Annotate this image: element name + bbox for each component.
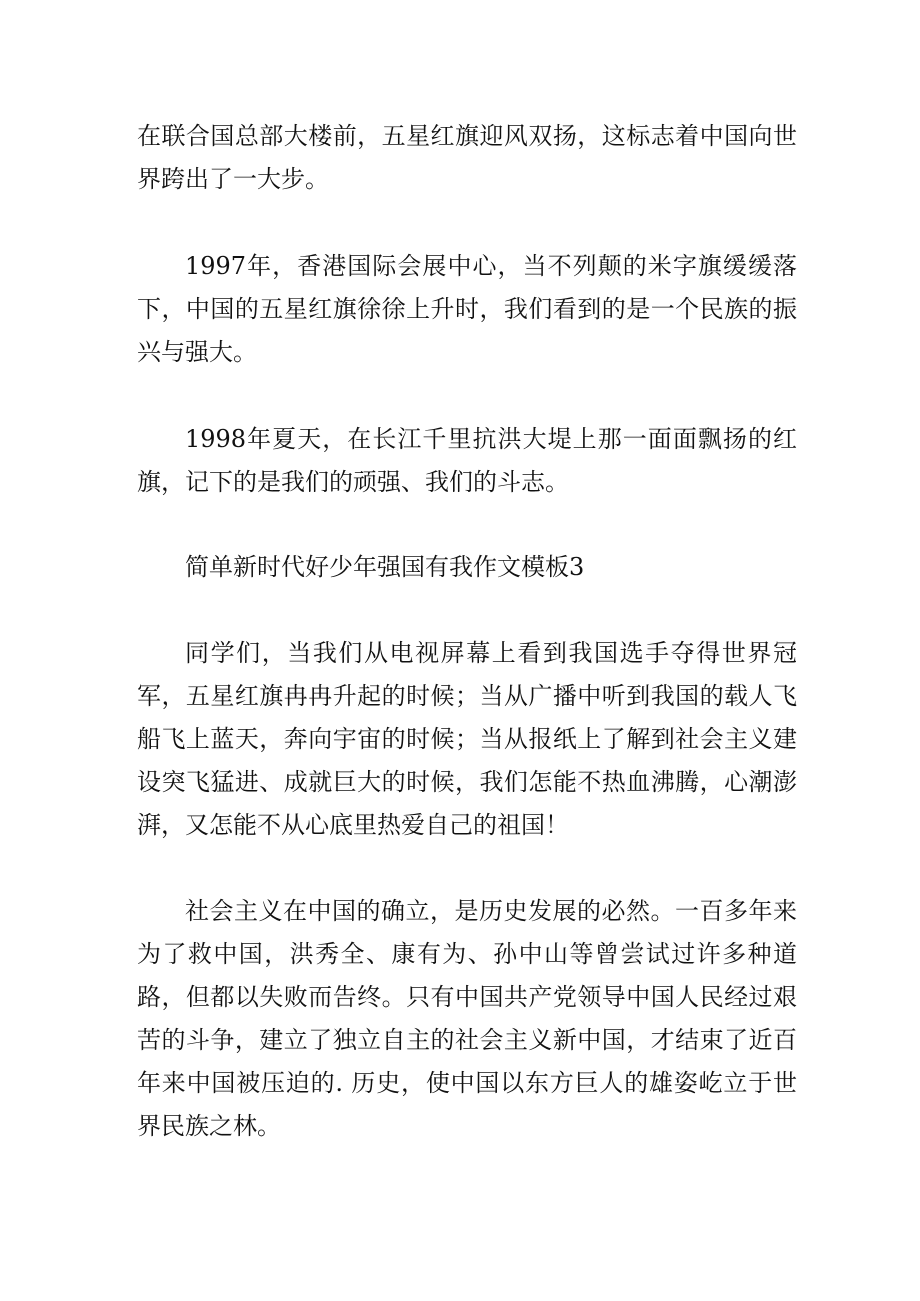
paragraph-un-flag: 在联合国总部大楼前，五星红旗迎风双扬，这标志着中国向世界跨出了一大步。	[137, 122, 797, 193]
paragraph-1997-hongkong: 1997年，香港国际会展中心，当不列颠的米字旗缓缓落下，中国的五星红旗徐徐上升时，我们看到的是一个民族的振兴与强大。	[137, 252, 797, 366]
paragraph-classmates: 同学们，当我们从电视屏幕上看到我国选手夺得世界冠军，五星红旗冉冉升起的时候；当从广播中听到我国的载人飞船飞上蓝天，奔向宇宙的时候；当从报纸上了解到社会主义建设突飞猛进、成就巨大的时候，我们怎能不热血沸腾，心潮澎湃，又怎能不从心底里热爱自己的祖国！	[137, 639, 797, 839]
section-heading: 简单新时代好少年强国有我作文模板3	[185, 553, 585, 581]
paragraph-1998-flood: 1998年夏天，在长江千里抗洪大堤上那一面面飘扬的红旗，记下的是我们的顽强、我们的斗志。	[137, 425, 797, 496]
paragraph-socialism: 社会主义在中国的确立，是历史发展的必然。一百多年来为了救中国，洪秀全、康有为、孙中山等曾尝试过许多种道路，但都以失败而告终。只有中国共产党领导中国人民经过艰苦的斗争，建立了独立自主的社会主义新中国，才结束了近百年来中国被压迫的. 历史，使中国以东方巨人的雄姿屹立于世界民族之林。	[137, 897, 797, 1140]
